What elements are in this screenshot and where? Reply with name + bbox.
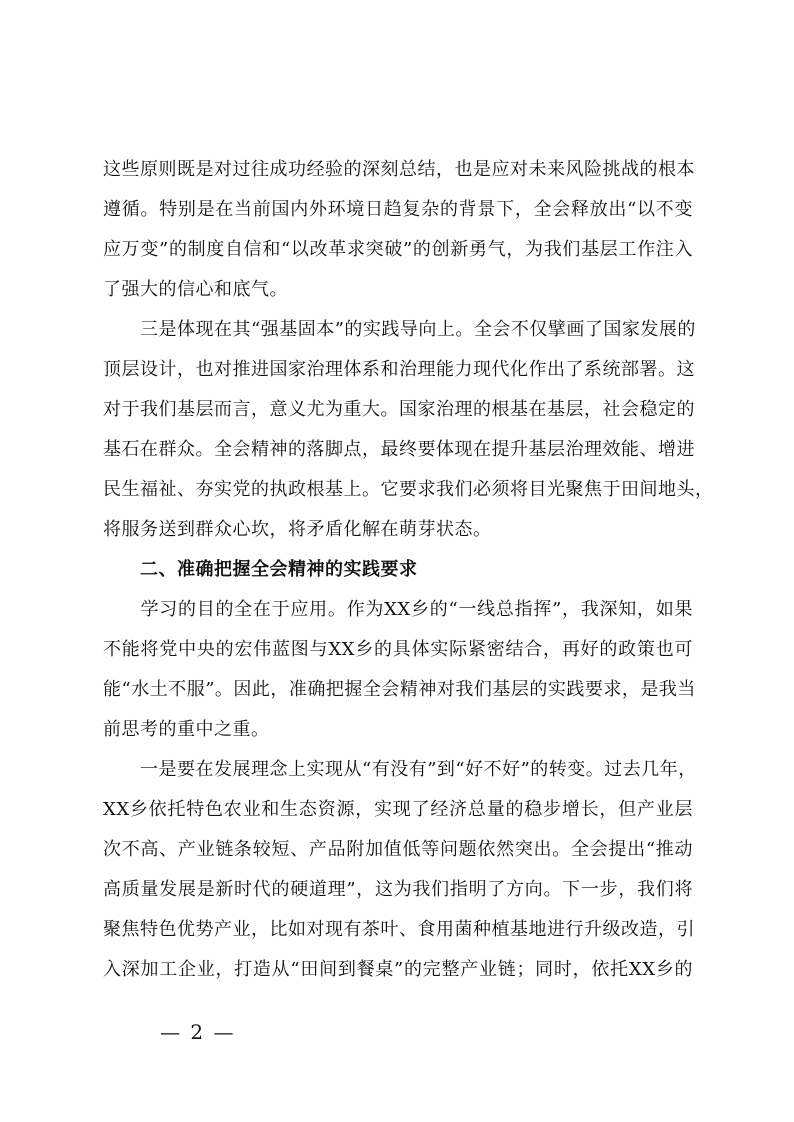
text-line: 前思考的重中之重。 — [103, 719, 270, 740]
text-line: 应万变”的制度自信和“以改革求突破”的创新勇气，为我们基层工作注入 — [103, 239, 693, 260]
text-line: 这些原则既是对过往成功经验的深刻总结，也是应对未来风险挑战的根本 — [103, 159, 695, 180]
text-line: XX乡依托特色农业和生态资源，实现了经济总量的稳步增长，但产业层 — [103, 799, 693, 820]
text-line: 遵循。特别是在当前国内外环境日趋复杂的背景下，全会释放出“以不变 — [103, 199, 693, 220]
text-line: 聚焦特色优势产业，比如对现有茶叶、食用菌种植基地进行升级改造，引 — [103, 919, 695, 940]
text-line: 对于我们基层而言，意义尤为重大。国家治理的根基在基层，社会稳定的 — [103, 399, 695, 420]
text-line: 三是体现在其“强基固本”的实践导向上。全会不仅擘画了国家发展的 — [103, 319, 696, 340]
text-line: 顶层设计，也对推进国家治理体系和治理能力现代化作出了系统部署。这 — [103, 359, 695, 380]
text-line: 一是要在发展理念上实现从“有没有”到“好不好”的转变。过去几年， — [103, 759, 697, 780]
section-heading: 二、准确把握全会精神的实践要求 — [103, 559, 418, 580]
text-line: 将服务送到群众心坎，将矛盾化解在萌芽状态。 — [103, 519, 492, 540]
text-line: 基石在群众。全会精神的落脚点，最终要体现在提升基层治理效能、增进 — [103, 439, 695, 460]
page-number: — 2 — — [160, 1020, 236, 1044]
text-line: 能“水土不服”。因此，准确把握全会精神对我们基层的实践要求，是我当 — [103, 679, 696, 700]
text-line: 不能将党中央的宏伟蓝图与XX乡的具体实际紧密结合，再好的政策也可 — [103, 639, 693, 660]
text-line: 高质量发展是新时代的硬道理”，这为我们指明了方向。下一步，我们将 — [103, 879, 693, 900]
text-line: 学习的目的全在于应用。作为XX乡的“一线总指挥”，我深知，如果 — [103, 599, 693, 620]
text-line: 民生福祉、夯实党的执政根基上。它要求我们必须将目光聚焦于田间地头， — [103, 479, 714, 500]
text-line: 了强大的信心和底气。 — [103, 279, 288, 300]
text-line: 入深加工企业，打造从“田间到餐桌”的完整产业链；同时，依托XX乡的 — [103, 959, 693, 980]
text-line: 次不高、产业链条较短、产品附加值低等问题依然突出。全会提出“推动 — [103, 839, 693, 860]
document-body — [103, 150, 714, 990]
